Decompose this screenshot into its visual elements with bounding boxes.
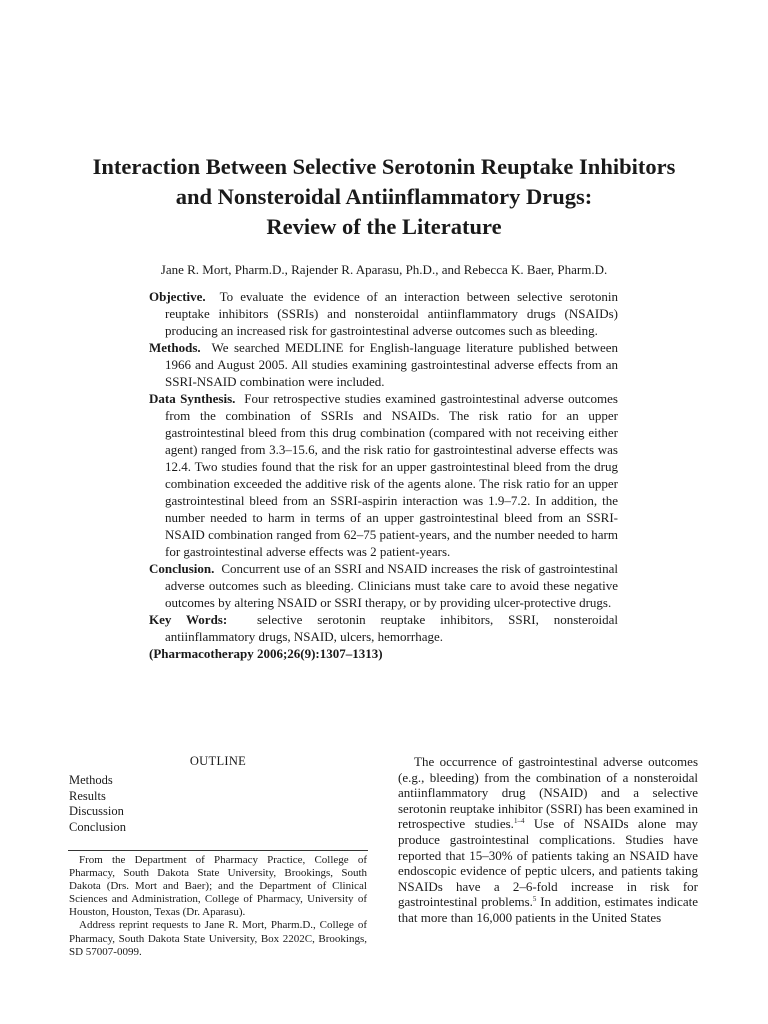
synthesis-text: Four retrospective studies examined gastrointestinal adverse outcomes from the combination of SSRIs and NSAIDs. The risk ratio for an upper gastrointestinal bleed from this drug combination (compared with not receiving either agent) ranged from 3.3–15.6, and the risk ratio for gastrointestinal adverse effects was 12.4. Two studies found that the risk for an upper gastrointestinal bleed from the drug combination exceeded the additive risk of the agents alone. The risk ratio for an upper gastrointestinal bleed from an SSRI-aspirin interaction was 1.9–7.2. In addition, the number needed to harm in terms of an upper gastrointestinal bleed from an SSRI-NSAID combination ranged from 62–75 patient-years, and the number needed to harm for gastrointestinal adverse effects was 2 patient-years. <box>165 391 618 559</box>
author-list: Jane R. Mort, Pharm.D., Rajender R. Aparasu, Ph.D., and Rebecca K. Baer, Pharm.D. <box>160 262 608 277</box>
outline-item-conclusion[interactable]: Conclusion <box>69 820 126 835</box>
outline-item-methods[interactable]: Methods <box>69 773 113 787</box>
synthesis-label: Data Synthesis. <box>149 391 236 406</box>
abstract-data-synthesis <box>149 390 618 560</box>
conclusion-label: Conclusion. <box>149 561 215 576</box>
objective-label: Objective. <box>149 289 206 304</box>
abstract <box>149 288 618 662</box>
journal-citation: (Pharmacotherapy 2006;26(9):1307–1313) <box>149 646 383 661</box>
body-text-part-1: The occurrence of gastrointestinal adverse outcomes (e.g., bleeding) from the combination of a nonsteroidal antiinflammatory drug (NSAID) and a selective serotonin reuptake inhibitor (SSRI) has been examined in retrospective studies. <box>398 754 698 832</box>
body-paragraph <box>398 754 698 926</box>
title-line-2: and Nonsteroidal Antiinflammatory Drugs: <box>175 184 593 209</box>
methods-label: Methods. <box>149 340 201 355</box>
objective-text: To evaluate the evidence of an interaction between selective serotonin reuptake inhibitors (SSRIs) and nonsteroidal antiinflammatory drugs (NSAIDs) producing an increased risk for gastrointestinal adverse outcomes such as bleeding. <box>165 289 619 338</box>
body-text-part-3: In addition, estimates indicate that more than 16,000 patients in the United States <box>398 894 698 925</box>
abstract-keywords <box>149 611 618 645</box>
keywords-text: selective serotonin reuptake inhibitors, SSRI, nonsteroidal antiinflammatory drugs, NSAID, ulcers, hemorrhage. <box>165 612 618 644</box>
article-title <box>40 152 728 242</box>
abstract-conclusion <box>149 560 618 611</box>
abstract-objective <box>149 288 618 339</box>
outline-heading: OUTLINE <box>189 754 247 768</box>
outline-item-results[interactable]: Results <box>69 788 106 803</box>
keywords-label: Key Words: <box>149 612 228 627</box>
outline-list <box>69 773 269 836</box>
footnote-affiliation: From the Department of Pharmacy Practice, College of Pharmacy, South Dakota State University, Brookings, South Dakota (Drs. Mort and Baer); and the Department of Clinical Sciences and Administration, College of Pharmacy, University of Houston, Houston, Texas (Dr. Aparasu). <box>69 854 367 919</box>
body-text-column <box>398 754 698 926</box>
methods-text: We searched MEDLINE for English-language literature published between 1966 and August 2005. All studies examining gastrointestinal adverse effects from an SSRI-NSAID combination were included. <box>165 340 619 389</box>
footnote-divider <box>68 850 368 851</box>
footnote <box>69 854 367 959</box>
footnote-reprints: Address reprint requests to Jane R. Mort, Pharm.D., College of Pharmacy, South Dakota State University, Box 2202C, Brookings, SD 57007-0099. <box>69 919 367 958</box>
reference-superscript: 1–4 <box>513 817 525 826</box>
body-text-part-2: Use of NSAIDs alone may produce gastrointestinal complications. Studies have reported that 15–30% of patients taking an NSAID have endoscopic evidence of peptic ulcers, and patients taking NSAIDs have a 2–6-fold increase in risk for gastrointestinal problems. <box>398 816 698 910</box>
conclusion-text: Concurrent use of an SSRI and NSAID increases the risk of gastrointestinal adverse outcomes such as bleeding. Clinicians must take care to avoid these negative outcomes by altering NSAID or SSRI therapy, or by providing ulcer-protective drugs. <box>165 561 618 610</box>
outline-item-discussion[interactable]: Discussion <box>69 804 124 819</box>
abstract-methods <box>149 339 618 390</box>
title-line-1: Interaction Between Selective Serotonin Reuptake Inhibitors <box>92 154 676 179</box>
title-line-3: Review of the Literature <box>266 214 502 239</box>
reference-superscript: 5 <box>532 895 537 904</box>
